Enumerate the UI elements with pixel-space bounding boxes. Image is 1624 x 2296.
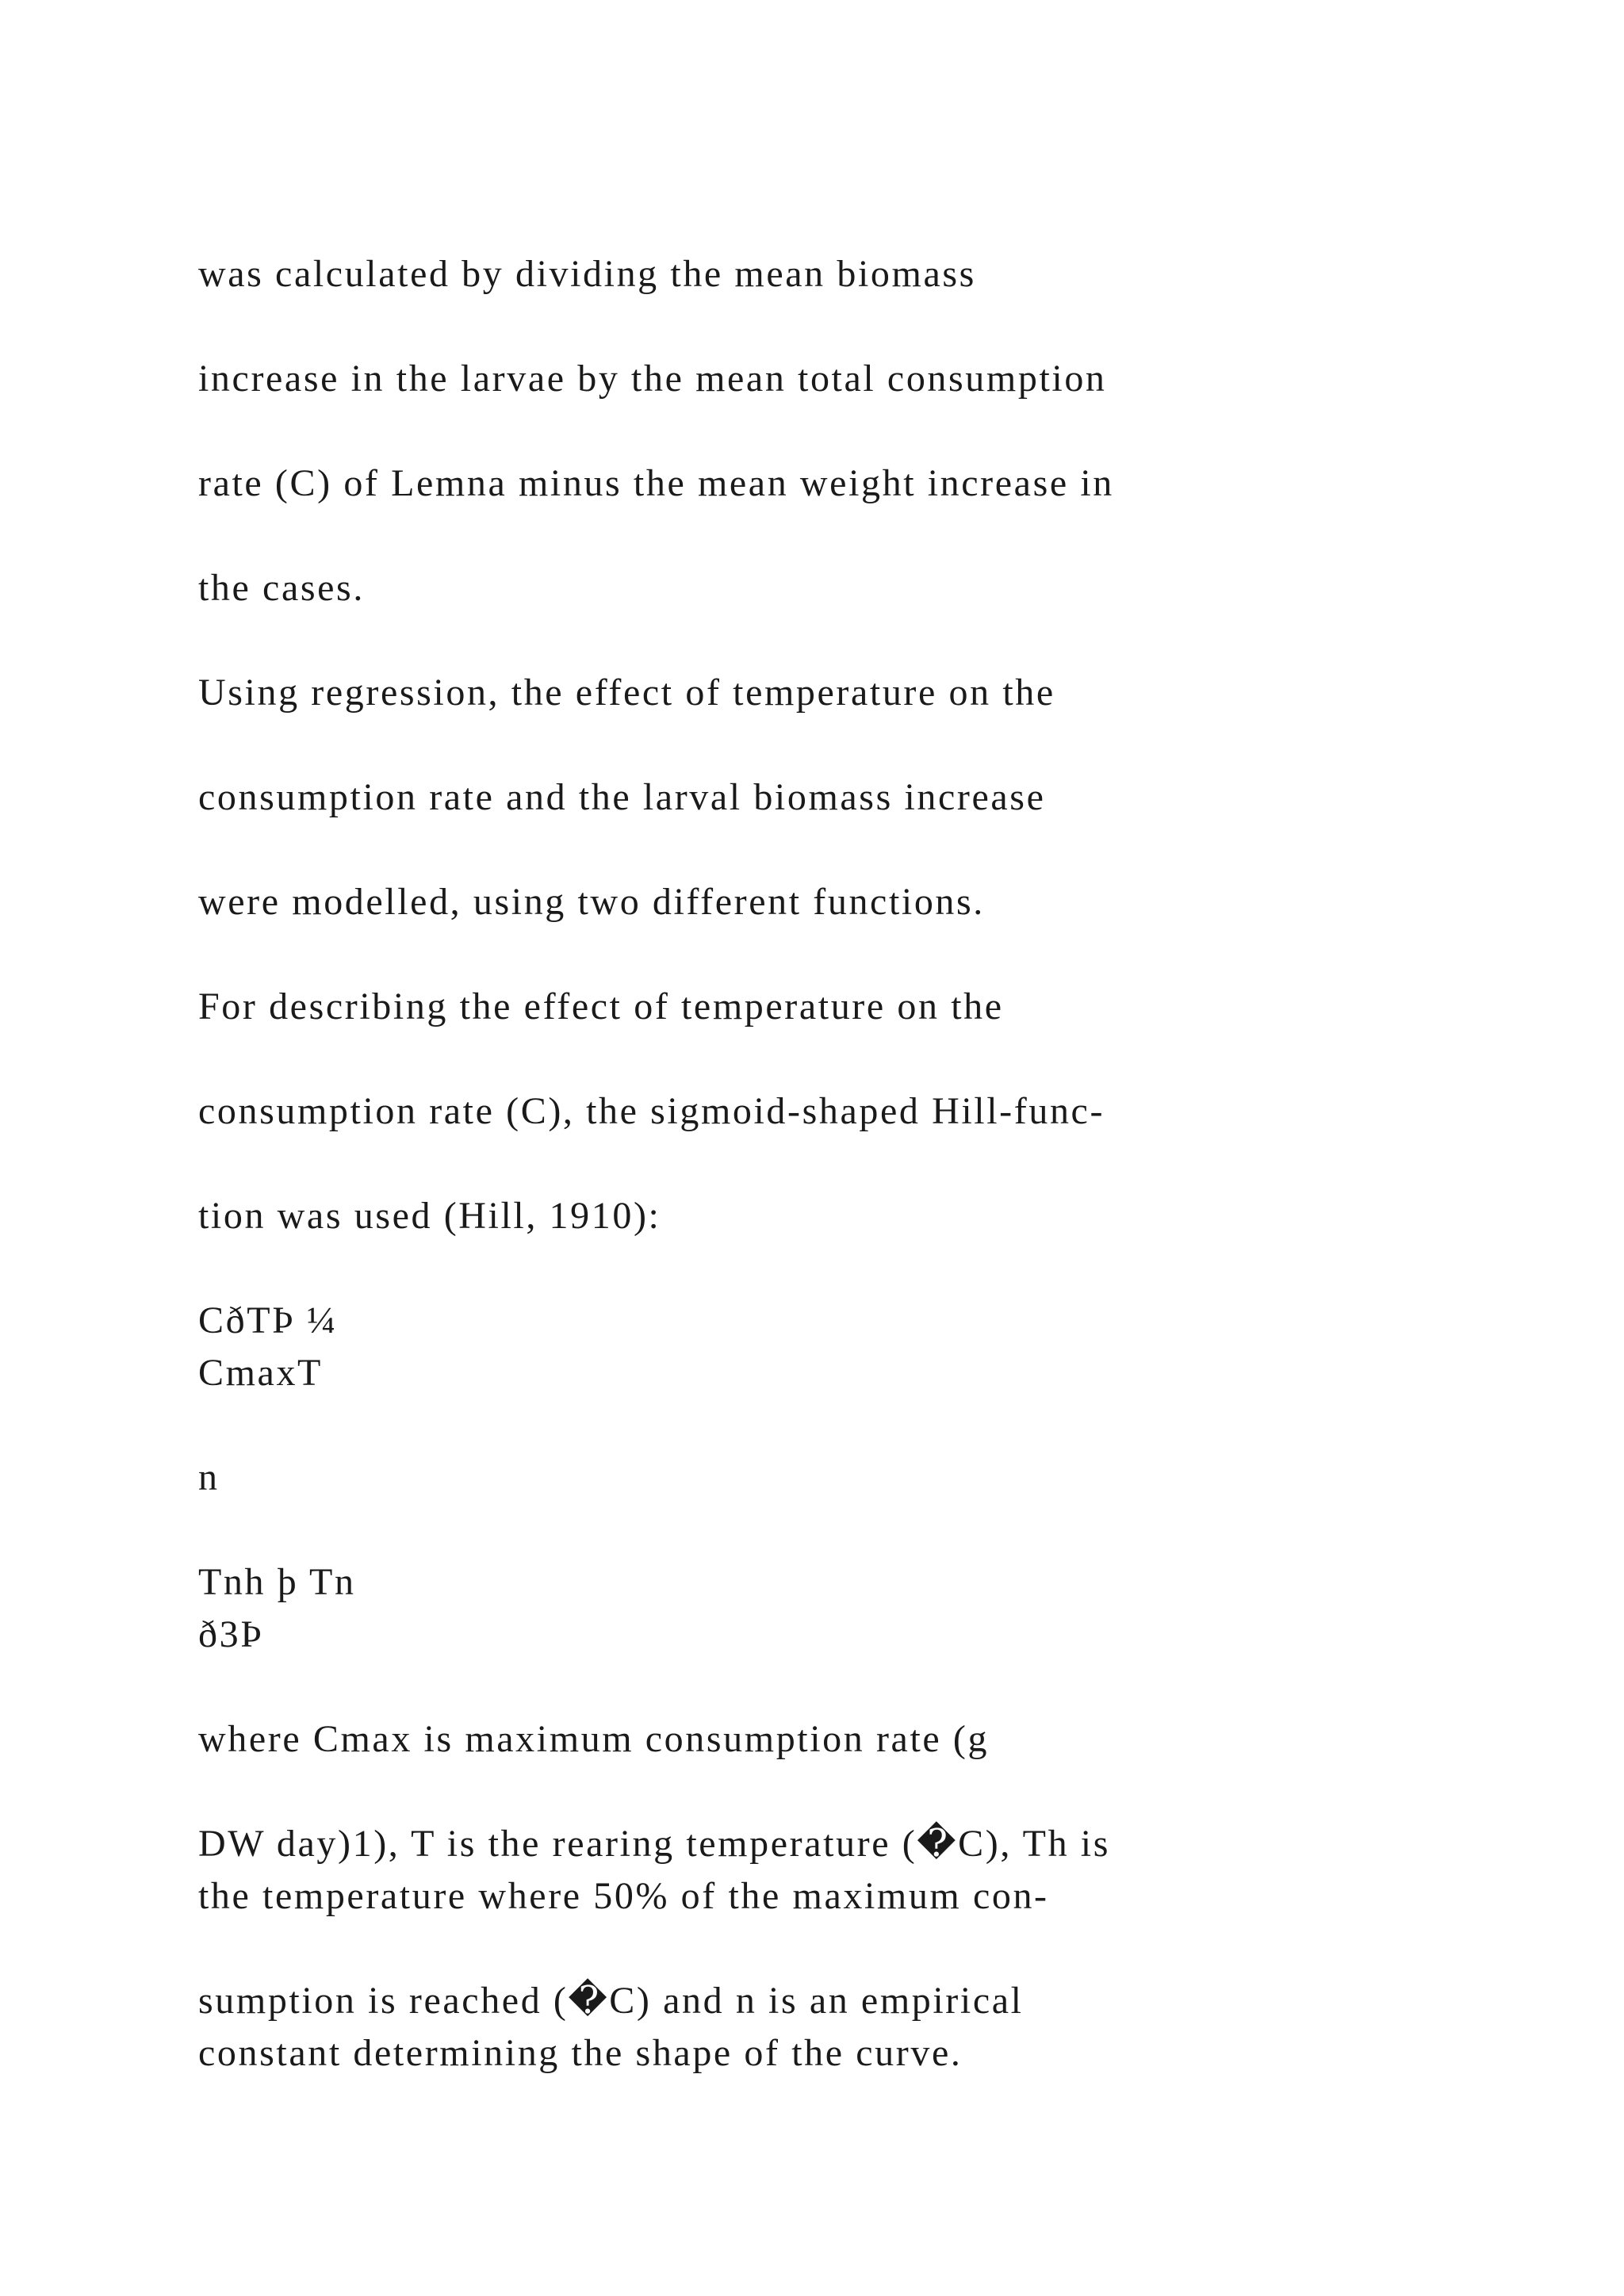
text-line: were modelled, using two different functions. [198, 881, 985, 923]
equation-line: n [198, 1456, 220, 1498]
text-line: DW day)1), T is the rearing temperature (�C), Th is [198, 1823, 1110, 1865]
text-line: Using regression, the effect of temperature on the [198, 672, 1055, 714]
text-line: sumption is reached (�C) and n is an empirical [198, 1980, 1024, 2022]
text-line: was calculated by dividing the mean biomass [198, 253, 976, 295]
equation-line: Tnh þ Tn [198, 1561, 356, 1603]
equation-number: ð3Þ [198, 1613, 264, 1655]
equation-line: CðTÞ ¼ [198, 1299, 338, 1341]
text-line: consumption rate (C), the sigmoid-shaped Hill-func- [198, 1090, 1105, 1132]
text-line: the temperature where 50% of the maximum con- [198, 1875, 1049, 1917]
text-line: the cases. [198, 567, 365, 609]
text-line: where Cmax is maximum consumption rate (g [198, 1718, 990, 1760]
text-line: constant determining the shape of the curve. [198, 2032, 963, 2074]
text-line: For describing the effect of temperature on the [198, 985, 1004, 1027]
text-line: consumption rate and the larval biomass increase [198, 776, 1046, 818]
equation-line: CmaxT [198, 1352, 323, 1394]
text-line: tion was used (Hill, 1910): [198, 1195, 661, 1237]
text-line: increase in the larvae by the mean total consumption [198, 358, 1107, 400]
text-line: rate (C) of Lemna minus the mean weight increase in [198, 462, 1114, 504]
